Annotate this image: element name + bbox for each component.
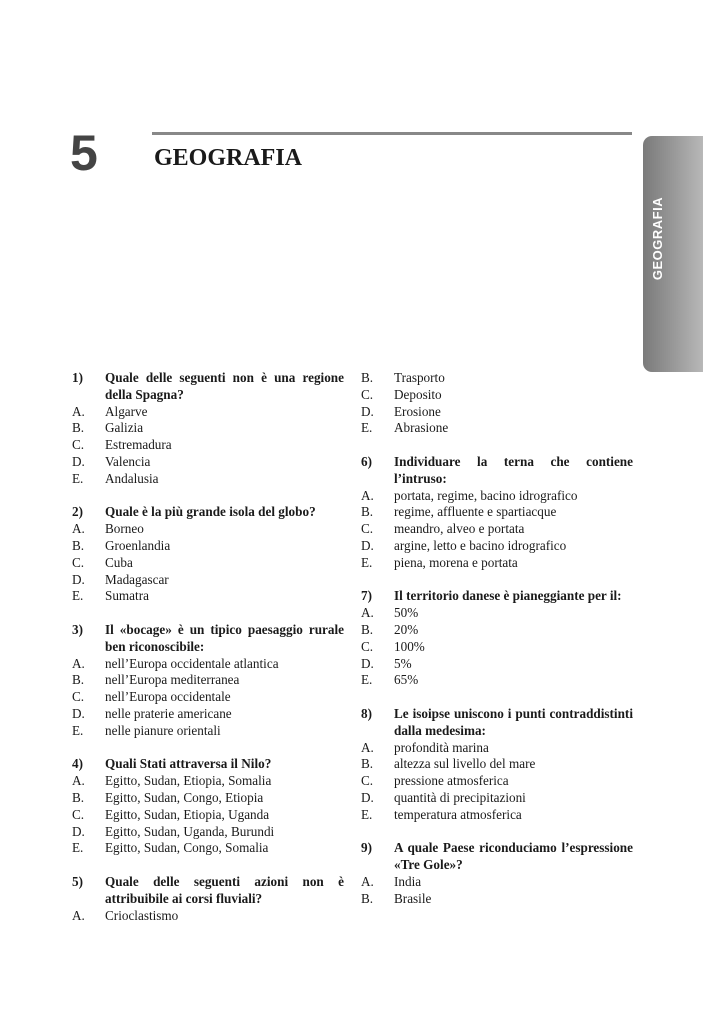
option-letter: C. xyxy=(72,689,85,705)
option-letter: E. xyxy=(361,672,373,688)
option-text: Algarve xyxy=(105,403,148,419)
answer-option xyxy=(361,773,633,790)
option-letter: B. xyxy=(361,504,374,520)
answer-option xyxy=(72,572,344,589)
answer-option xyxy=(72,656,344,673)
answer-option xyxy=(72,689,344,706)
answer-option xyxy=(72,824,344,841)
option-text: Estremadura xyxy=(105,437,172,453)
answer-option xyxy=(72,807,344,824)
option-letter: E. xyxy=(361,420,373,436)
option-text: 5% xyxy=(394,655,412,671)
answer-option xyxy=(72,420,344,437)
answer-option xyxy=(361,790,633,807)
option-letter: B. xyxy=(72,789,85,805)
option-text: profondità marina xyxy=(394,739,489,755)
answer-option xyxy=(361,891,633,908)
option-letter: A. xyxy=(72,521,85,537)
answer-option xyxy=(361,488,633,505)
question-block xyxy=(72,756,344,857)
option-letter: A. xyxy=(361,739,374,755)
option-text: Madagascar xyxy=(105,571,169,587)
question-text-row xyxy=(361,706,633,740)
answer-option xyxy=(72,454,344,471)
option-letter: D. xyxy=(72,453,85,469)
question-text-row xyxy=(72,370,344,404)
question-text-row xyxy=(361,588,633,605)
answer-option xyxy=(361,656,633,673)
option-text: India xyxy=(394,873,422,889)
answer-option xyxy=(361,538,633,555)
question-number: 6) xyxy=(361,453,372,469)
option-letter: D. xyxy=(361,655,374,671)
option-letter: E. xyxy=(72,588,84,604)
question-block xyxy=(361,454,633,572)
question-text: A quale Paese riconduciamo l’espressione «Tre Gole»? xyxy=(394,840,633,873)
option-text: Sumatra xyxy=(105,588,149,604)
option-text: nell’Europa mediterranea xyxy=(105,672,240,688)
left-column xyxy=(72,370,344,941)
question-number: 3) xyxy=(72,621,83,637)
option-letter: A. xyxy=(361,873,374,889)
answer-option xyxy=(72,521,344,538)
option-text: altezza sul livello del mare xyxy=(394,756,536,772)
question-block xyxy=(72,370,344,488)
question-block xyxy=(361,840,633,907)
question-block xyxy=(361,370,633,437)
answer-option xyxy=(361,387,633,404)
option-text: Egitto, Sudan, Etiopia, Somalia xyxy=(105,773,272,789)
option-text: Galizia xyxy=(105,420,144,436)
option-text: quantità di precipitazioni xyxy=(394,789,526,805)
option-letter: D. xyxy=(72,571,85,587)
option-letter: A. xyxy=(72,655,85,671)
option-text: Trasporto xyxy=(394,370,445,385)
chapter-number: 5 xyxy=(70,125,97,181)
answer-option xyxy=(72,538,344,555)
answer-option xyxy=(72,840,344,857)
option-text: Andalusia xyxy=(105,470,159,486)
question-text: Il territorio danese è pianeggiante per il: xyxy=(394,588,622,604)
option-text: Erosione xyxy=(394,403,441,419)
option-text: nell’Europa occidentale xyxy=(105,689,231,705)
option-letter: A. xyxy=(72,403,85,419)
option-text: Deposito xyxy=(394,386,442,402)
side-tab-label: GEOGRAFIA xyxy=(650,196,666,280)
option-letter: D. xyxy=(72,823,85,839)
answer-option xyxy=(72,706,344,723)
option-letter: D. xyxy=(361,537,374,553)
question-text-row xyxy=(72,622,344,656)
option-letter: E. xyxy=(72,722,84,738)
option-text: Egitto, Sudan, Congo, Somalia xyxy=(105,840,269,856)
chapter-title: GEOGRAFIA xyxy=(154,145,303,171)
option-letter: B. xyxy=(72,672,85,688)
question-number: 8) xyxy=(361,705,372,721)
option-text: Borneo xyxy=(105,521,144,537)
answer-option xyxy=(361,672,633,689)
option-letter: C. xyxy=(72,554,85,570)
answer-option xyxy=(361,807,633,824)
question-text: Quali Stati attraversa il Nilo? xyxy=(105,756,272,772)
answer-option xyxy=(361,756,633,773)
question-number: 7) xyxy=(361,588,372,604)
answer-option xyxy=(361,874,633,891)
right-column xyxy=(361,370,633,924)
answer-option xyxy=(72,908,344,925)
answer-option xyxy=(361,521,633,538)
option-text: nelle pianure orientali xyxy=(105,722,221,738)
question-text: Quale delle seguenti non è una regione della Spagna? xyxy=(105,370,344,402)
option-text: Egitto, Sudan, Uganda, Burundi xyxy=(105,823,275,839)
option-letter: C. xyxy=(72,437,85,453)
option-text: nelle praterie americane xyxy=(105,705,232,721)
option-text: pressione atmosferica xyxy=(394,773,509,789)
option-text: argine, letto e bacino idrografico xyxy=(394,537,567,553)
answer-option xyxy=(361,555,633,572)
option-text: 65% xyxy=(394,672,419,688)
question-text-row xyxy=(72,504,344,521)
question-number: 4) xyxy=(72,756,83,772)
option-text: 50% xyxy=(394,605,419,621)
option-text: Egitto, Sudan, Congo, Etiopia xyxy=(105,789,264,805)
question-text: Quale delle seguenti azioni non è attribuibile ai corsi fluviali? xyxy=(105,873,344,906)
option-letter: B. xyxy=(361,621,374,637)
option-letter: D. xyxy=(361,789,374,805)
question-number: 1) xyxy=(72,370,83,385)
answer-option xyxy=(72,588,344,605)
answer-option xyxy=(72,437,344,454)
question-text: Individuare la terna che contiene l’intruso: xyxy=(394,453,633,486)
answer-option xyxy=(72,471,344,488)
option-text: piena, morena e portata xyxy=(394,554,518,570)
question-block xyxy=(72,622,344,740)
option-letter: A. xyxy=(72,907,85,923)
option-letter: E. xyxy=(361,554,373,570)
option-letter: B. xyxy=(72,420,85,436)
option-letter: E. xyxy=(72,840,84,856)
question-block xyxy=(72,874,344,924)
option-letter: C. xyxy=(361,638,374,654)
option-text: Groenlandia xyxy=(105,537,171,553)
answer-option xyxy=(361,605,633,622)
question-block xyxy=(72,504,344,605)
option-letter: B. xyxy=(361,890,374,906)
option-text: nell’Europa occidentale atlantica xyxy=(105,655,279,671)
option-letter: D. xyxy=(72,705,85,721)
option-letter: C. xyxy=(361,386,374,402)
answer-option xyxy=(72,723,344,740)
answer-option xyxy=(361,740,633,757)
question-number: 5) xyxy=(72,873,83,889)
option-letter: B. xyxy=(361,370,374,385)
question-text-row xyxy=(361,840,633,874)
option-text: temperatura atmosferica xyxy=(394,806,522,822)
answer-option xyxy=(361,504,633,521)
option-text: meandro, alveo e portata xyxy=(394,521,525,537)
option-letter: D. xyxy=(361,403,374,419)
option-letter: C. xyxy=(72,806,85,822)
option-text: 20% xyxy=(394,621,419,637)
question-number: 2) xyxy=(72,504,83,520)
question-text-row xyxy=(361,454,633,488)
answer-option xyxy=(72,790,344,807)
option-text: 100% xyxy=(394,638,425,654)
option-text: Brasile xyxy=(394,890,432,906)
answer-option xyxy=(72,672,344,689)
option-letter: A. xyxy=(72,773,85,789)
option-text: portata, regime, bacino idrografico xyxy=(394,487,578,503)
answer-option xyxy=(361,639,633,656)
answer-option xyxy=(361,420,633,437)
title-rule xyxy=(152,132,632,135)
question-text-row xyxy=(72,874,344,908)
option-text: regime, affluente e spartiacque xyxy=(394,504,557,520)
question-text-row xyxy=(72,756,344,773)
answer-option xyxy=(361,404,633,421)
answer-option xyxy=(72,555,344,572)
question-text: Quale è la più grande isola del globo? xyxy=(105,504,316,520)
option-letter: E. xyxy=(72,470,84,486)
option-text: Egitto, Sudan, Etiopia, Uganda xyxy=(105,806,270,822)
question-number: 9) xyxy=(361,840,372,856)
question-text: Il «bocage» è un tipico paesaggio rurale ben riconoscibile: xyxy=(105,621,344,654)
answer-option xyxy=(72,404,344,421)
side-tab xyxy=(643,136,703,372)
option-letter: C. xyxy=(361,773,374,789)
question-block xyxy=(361,706,633,824)
option-letter: A. xyxy=(361,605,374,621)
option-text: Cuba xyxy=(105,554,133,570)
option-letter: B. xyxy=(361,756,374,772)
option-text: Valencia xyxy=(105,453,151,469)
option-letter: E. xyxy=(361,806,373,822)
question-block xyxy=(361,588,633,689)
option-text: Crioclastismo xyxy=(105,907,179,923)
answer-option xyxy=(72,773,344,790)
option-letter: C. xyxy=(361,521,374,537)
answer-option xyxy=(361,370,633,387)
option-letter: B. xyxy=(72,537,85,553)
answer-option xyxy=(361,622,633,639)
side-tab-label-wrap xyxy=(643,136,673,372)
option-letter: A. xyxy=(361,487,374,503)
option-text: Abrasione xyxy=(394,420,449,436)
question-text: Le isoipse uniscono i punti contraddistinti dalla medesima: xyxy=(394,705,633,738)
